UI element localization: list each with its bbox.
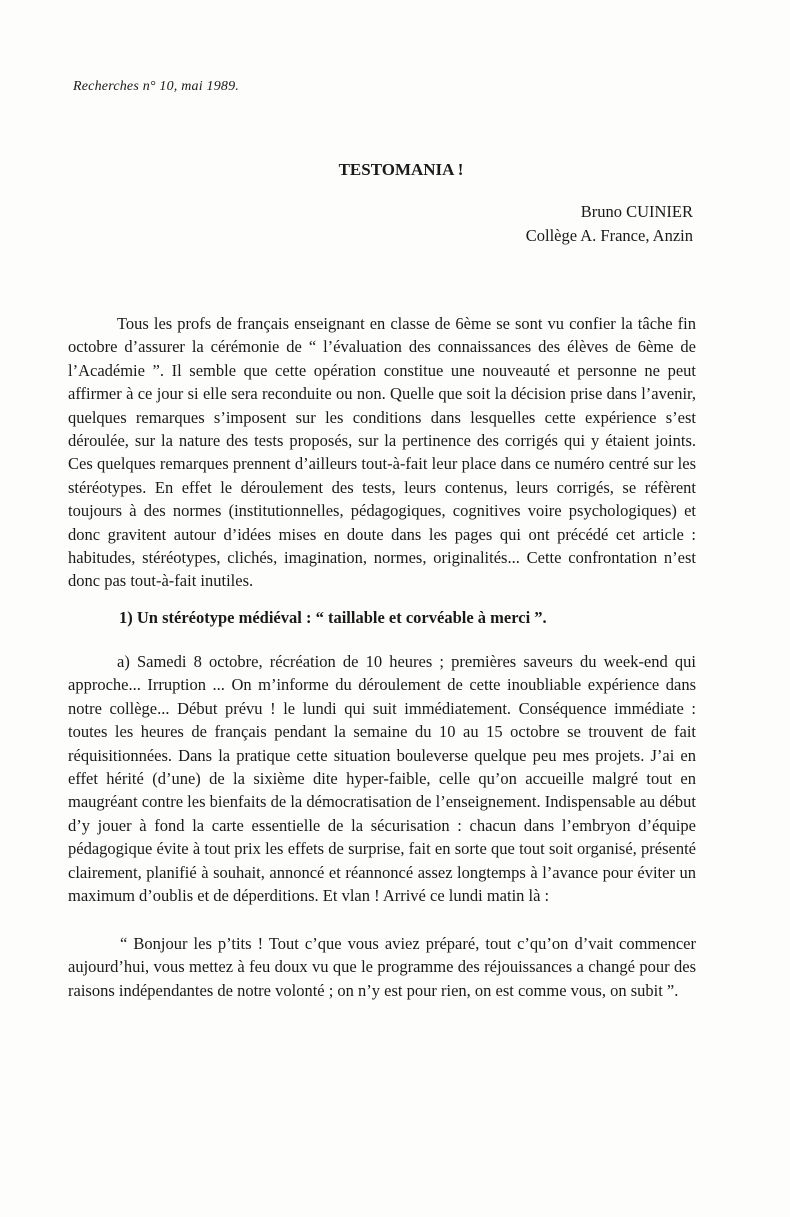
- journal-reference: Recherches n° 10, mai 1989.: [73, 79, 239, 94]
- author-affiliation: Collège A. France, Anzin: [525, 226, 693, 245]
- article-title: TESTOMANIA !: [338, 160, 464, 179]
- author-name: Bruno CUINIER: [580, 202, 693, 221]
- paragraph-quote: “ Bonjour les p’tits ! Tout c’que vous aviez préparé, tout c’qu’on d’vait commencer aujourd’hui, vous mettez à feu doux vu que le programme des réjouissances a changé pour des raisons indépendantes de notre volonté ; on n’y est pour rien, on est comme vous, on subit ”.: [68, 934, 696, 1000]
- section-heading: 1) Un stéréotype médiéval : “ taillable et corvéable à merci ”.: [119, 608, 547, 627]
- author-block: [526, 200, 693, 248]
- paragraph-intro: Tous les profs de français enseignant en classe de 6ème se sont vu confier la tâche fin octobre d’assurer la cérémonie de “ l’évaluation des connaissances des élèves de 6ème de l’Académie ”. Il semble que cette opération constitue une nouveauté et personne ne peut affirmer à ce jour si elle sera reconduite ou non. Quelle que soit la décision prise dans l’avenir, quelques remarques s’imposent sur les conditions dans lesquelles cette expérience s’est déroulée, sur la nature des tests proposés, sur la pertinence des corrigés qui y étaient joints. Ces quelques remarques prennent d’ailleurs tout-à-fait leur place dans ce numéro centré sur les stéréotypes. En effet le déroulement des tests, leurs contenus, leurs corrigés, se réfèrent toujours à des normes (institutionnelles, pédagogiques, cognitives voire psychologiques) et donc gravitent autour d’idées mises en doute dans les pages qui ont précédé cet article : habitudes, stéréotypes, clichés, imagination, normes, originalités... Cette confrontation n’est donc pas tout-à-fait inutiles.: [68, 314, 696, 591]
- paragraph-section-a: a) Samedi 8 octobre, récréation de 10 heures ; premières saveurs du week-end qui approche... Irruption ... On m’informe du déroulement de cette inoubliable expérience dans notre collège... Début prévu ! le lundi qui suit immédiatement. Conséquence immédiate : toutes les heures de français pendant la semaine du 10 au 15 octobre se trouvent de fait réquisitionnées. Dans la pratique cette situation bouleverse quelque peu mes projets. J’ai en effet hérité (d’une) de la sixième dite hyper-faible, celle qu’on accueille malgré tout en maugréant contre les bienfaits de la démocratisation de l’enseignement. Indispensable au début d’y jouer à fond la carte essentielle de la sécurisation : chacun dans l’embryon d’équipe pédagogique évite à tout prix les effets de surprise, fait en sorte que tout soit organisé, présenté clairement, planifié à souhait, annoncé et réannoncé assez longtemps à l’avance pour éviter un maximum d’oublis et de déperditions. Et vlan ! Arrivé ce lundi matin là :: [68, 652, 696, 906]
